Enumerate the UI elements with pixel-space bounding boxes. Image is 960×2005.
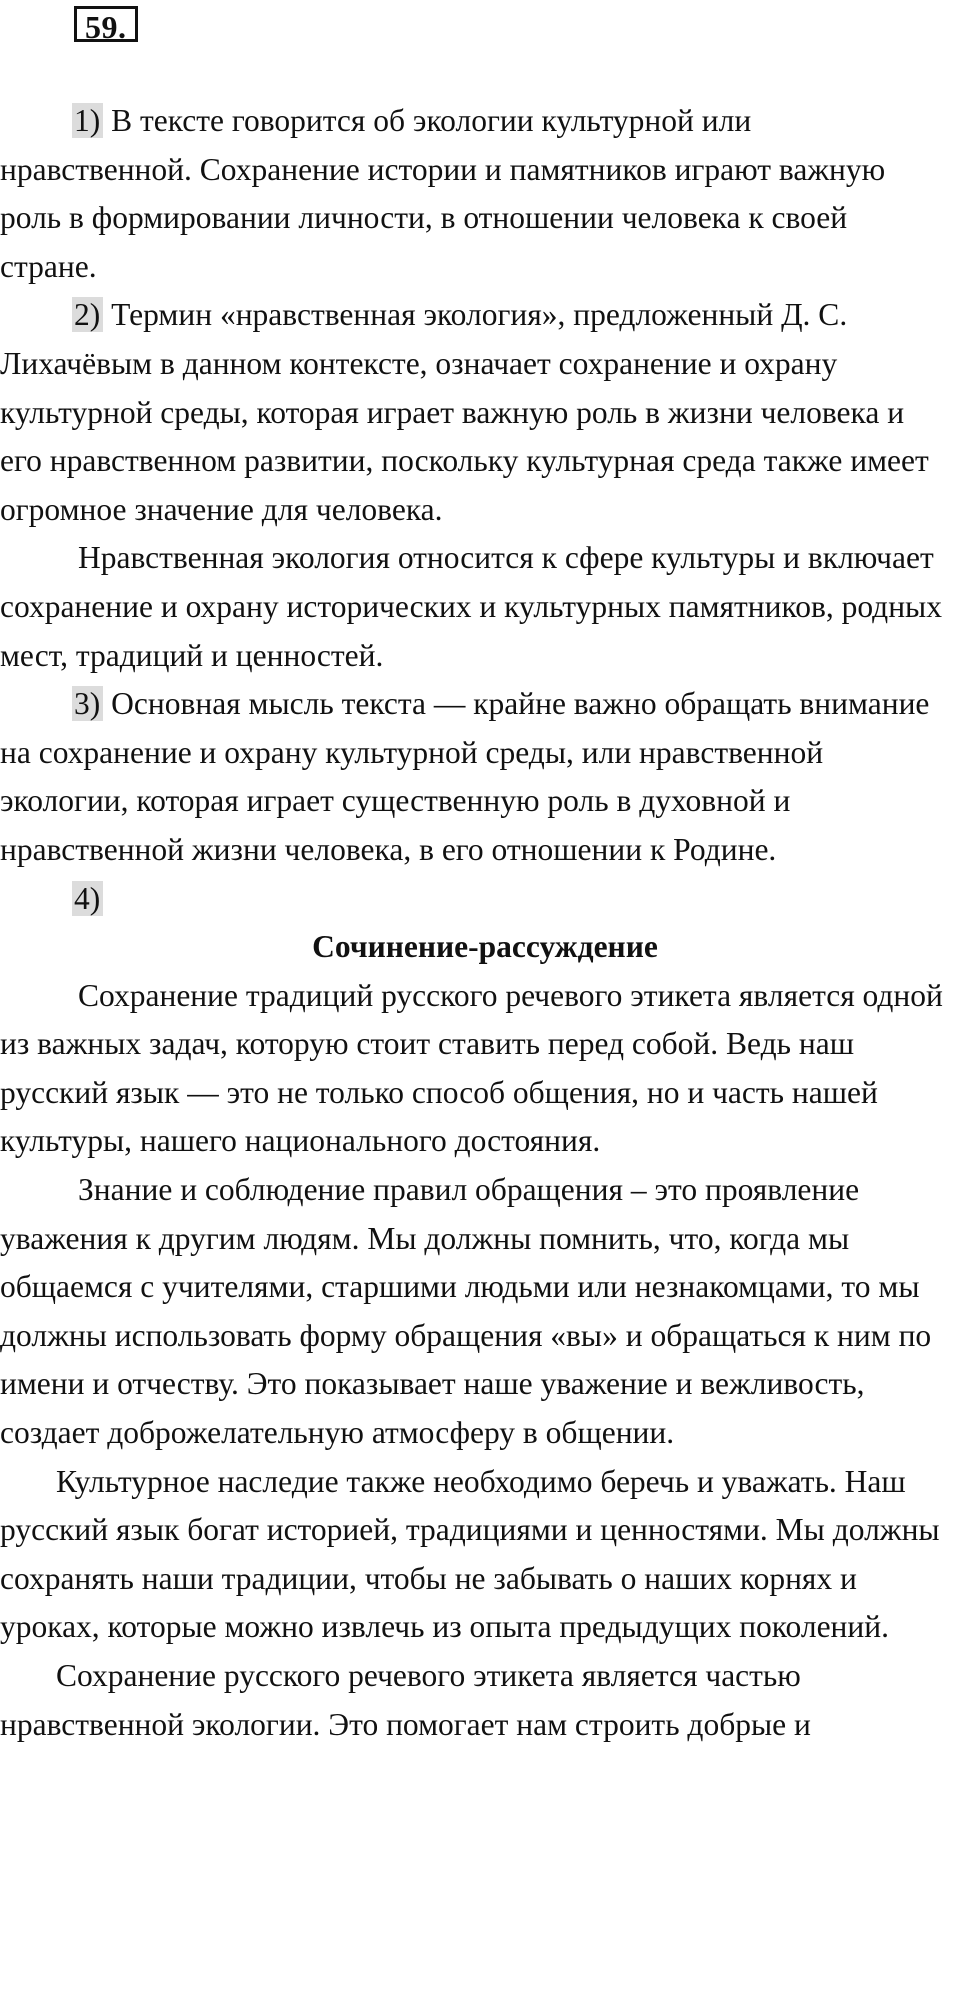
task-number: 59.	[74, 6, 138, 42]
essay-paragraph-3: Культурное наследие также необходимо беречь и уважать. Наш русский язык богат историей, традициями и ценностями. Мы должны сохранять наши традиции, чтобы не забывать о наших корнях и уроках, которые можно извлечь из опыта предыдущих поколений.	[0, 1463, 940, 1645]
paragraph-1-text: В тексте говорится об экологии культурной или нравственной. Сохранение истории и памятников играют важную роль в формировании личности, в отношении человека к своей стране.	[0, 103, 886, 284]
item-number-4: 4)	[72, 881, 103, 916]
essay-paragraph-1: Сохранение традиций русского речевого этикета является одной из важных задач, которую стоит ставить перед собой. Ведь наш русский язык — это не только способ общения, но и часть нашей культуры, нашего национального достояния.	[0, 977, 943, 1159]
paragraph-3	[0, 680, 950, 874]
paragraph-1	[0, 97, 950, 291]
paragraph-3-text: Основная мысль текста — крайне важно обращать внимание на сохранение и охрану культурной среды, или нравственной экологии, которая играет существенную роль в духовной и нравственной жизни человека, в его отношении к Родине.	[0, 686, 930, 867]
paragraph-2-text: Термин «нравственная экология», предложенный Д. С. Лихачёвым в данном контексте, означает сохранение и охрану культурной среды, которая играет важную роль в жизни человека и его нравственном развитии, поскольку культурная среда также имеет огромное значение для человека.	[0, 297, 929, 527]
essay-heading: Сочинение-рассуждение	[312, 929, 658, 965]
item-number-3: 3)	[72, 686, 103, 721]
item-number-2: 2)	[72, 297, 103, 332]
document-body	[0, 97, 950, 1749]
essay-paragraph-2: Знание и соблюдение правил обращения – это проявление уважения к другим людям. Мы должны помнить, что, когда мы общаемся с учителями, старшими людьми или незнакомцами, то мы должны использовать форму обращения «вы» и обращаться к ним по имени и отчеству. Это показывает наше уважение и вежливость, создает доброжелательную атмосферу в общении.	[0, 1172, 932, 1451]
essay-paragraph-4: Сохранение русского речевого этикета является частью нравственной экологии. Это помогает нам строить добрые и	[0, 1658, 811, 1742]
item-number-1: 1)	[72, 103, 103, 138]
paragraph-2b: Нравственная экология относится к сфере культуры и включает сохранение и охрану исторических и культурных памятников, родных мест, традиций и ценностей.	[0, 540, 942, 673]
paragraph-2	[0, 291, 950, 534]
paragraph-4	[0, 875, 950, 924]
